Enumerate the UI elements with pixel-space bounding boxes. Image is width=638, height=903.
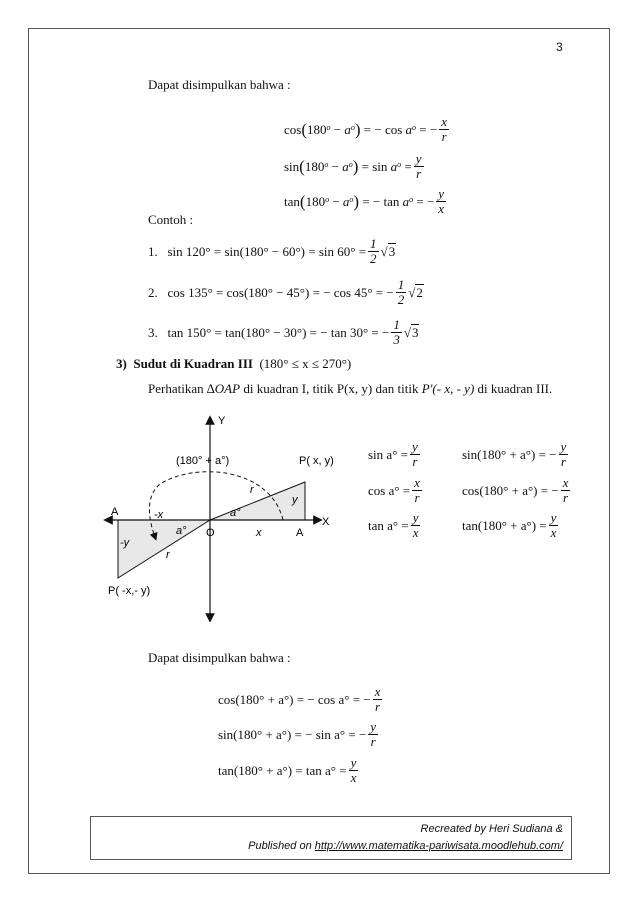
- label-a-q3: a°: [176, 525, 187, 537]
- label-neg-x: -x: [154, 509, 164, 521]
- equation-sin-180-minus: sin ( 180 $^o$ − a $^o$ ) = sin a $^o$ = $\frac{y}{r}$: [284, 151, 422, 181]
- ratio-tan-180-plus: tan(180° + a°) = $\frac{y}{x}$: [462, 510, 557, 540]
- page-number: 3: [556, 40, 563, 54]
- ratio-cos-a: cos a° = $\frac{x}{r}$: [368, 475, 420, 505]
- examples-heading: Contoh :: [148, 212, 194, 227]
- footer-published: Published on: [248, 840, 315, 852]
- example-3: 3. tan 150° = tan(180° − 30°) = − tan 30° = − $\frac{1}{3}$ √ 3: [148, 317, 419, 347]
- footer-box: [90, 816, 572, 860]
- quadrant-diagram: [100, 412, 350, 622]
- point-p-prime-label: P( -x,- y): [108, 585, 151, 597]
- ratio-sin-180-plus: sin(180° + a°) = − $\frac{y}{r}$: [462, 439, 567, 469]
- label-x: x: [256, 527, 262, 539]
- equation-tan-180-minus: tan ( 180 $^o$ − a $^o$ ) = − tan a $^o$ = − $\frac{y}{x}$: [284, 186, 445, 216]
- example-2: 2. cos 135° = cos(180° − 45°) = − cos 45° = − $\frac{1}{2}$ √ 2: [148, 277, 423, 307]
- equation-cos-180-plus: cos(180° + a°) = − cos a° = − $\frac{x}{r}$: [218, 684, 381, 714]
- label-neg-y: -y: [120, 537, 130, 549]
- equation-tan-180-plus: tan(180° + a°) = tan a° = $\frac{y}{x}$: [218, 755, 357, 785]
- summary-heading: Dapat disimpulkan bahwa :: [148, 77, 291, 92]
- y-axis-label: Y: [218, 415, 226, 427]
- summary-heading-2: Dapat disimpulkan bahwa :: [148, 650, 291, 665]
- origin-label: O: [206, 527, 215, 539]
- point-p-label: P( x, y): [299, 455, 334, 467]
- ratio-cos-180-plus: cos(180° + a°) = − $\frac{x}{r}$: [462, 475, 569, 505]
- label-r-prime: r: [166, 549, 170, 561]
- example-1: 1. sin 120° = sin(180° − 60°) = sin 60° = $\frac{1}{2}$ √ 3: [148, 236, 396, 266]
- ratio-tan-a: tan a° = $\frac{y}{x}$: [368, 510, 419, 540]
- equation-sin-180-plus: sin(180° + a°) = − sin a° = − $\frac{y}{r}$: [218, 719, 377, 749]
- point-a-label: A: [296, 527, 304, 539]
- footer-credit: Recreated by Heri Sudiana &: [420, 823, 563, 835]
- section-heading: 3) Sudut di Kuadran III (180° ≤ x ≤ 270°): [116, 356, 352, 371]
- label-y: y: [292, 494, 298, 506]
- equation-cos-180-minus: cos ( 180 $^o$ − a $^o$ ) = − cos a $^o$ = − $\frac{x}{r}$: [284, 114, 447, 144]
- section-intro: Perhatikan ∆OAP di kuadran I, titik P(x, y) dan titik P'(- x, - y) di kuadran III.: [148, 381, 553, 396]
- ratio-sin-a: sin a° = $\frac{y}{r}$: [368, 439, 418, 469]
- label-a-q1: a°: [230, 507, 241, 519]
- point-a-prime-label: A: [111, 506, 119, 518]
- x-axis-label: X: [322, 516, 330, 528]
- angle-label: (180° + a°): [176, 455, 230, 467]
- footer-link[interactable]: http://www.matematika-pariwisata.moodlehub.com/: [314, 840, 563, 852]
- triangle-oap-prime: [118, 520, 210, 578]
- label-r: r: [250, 484, 254, 496]
- triangle-oap: [210, 482, 305, 520]
